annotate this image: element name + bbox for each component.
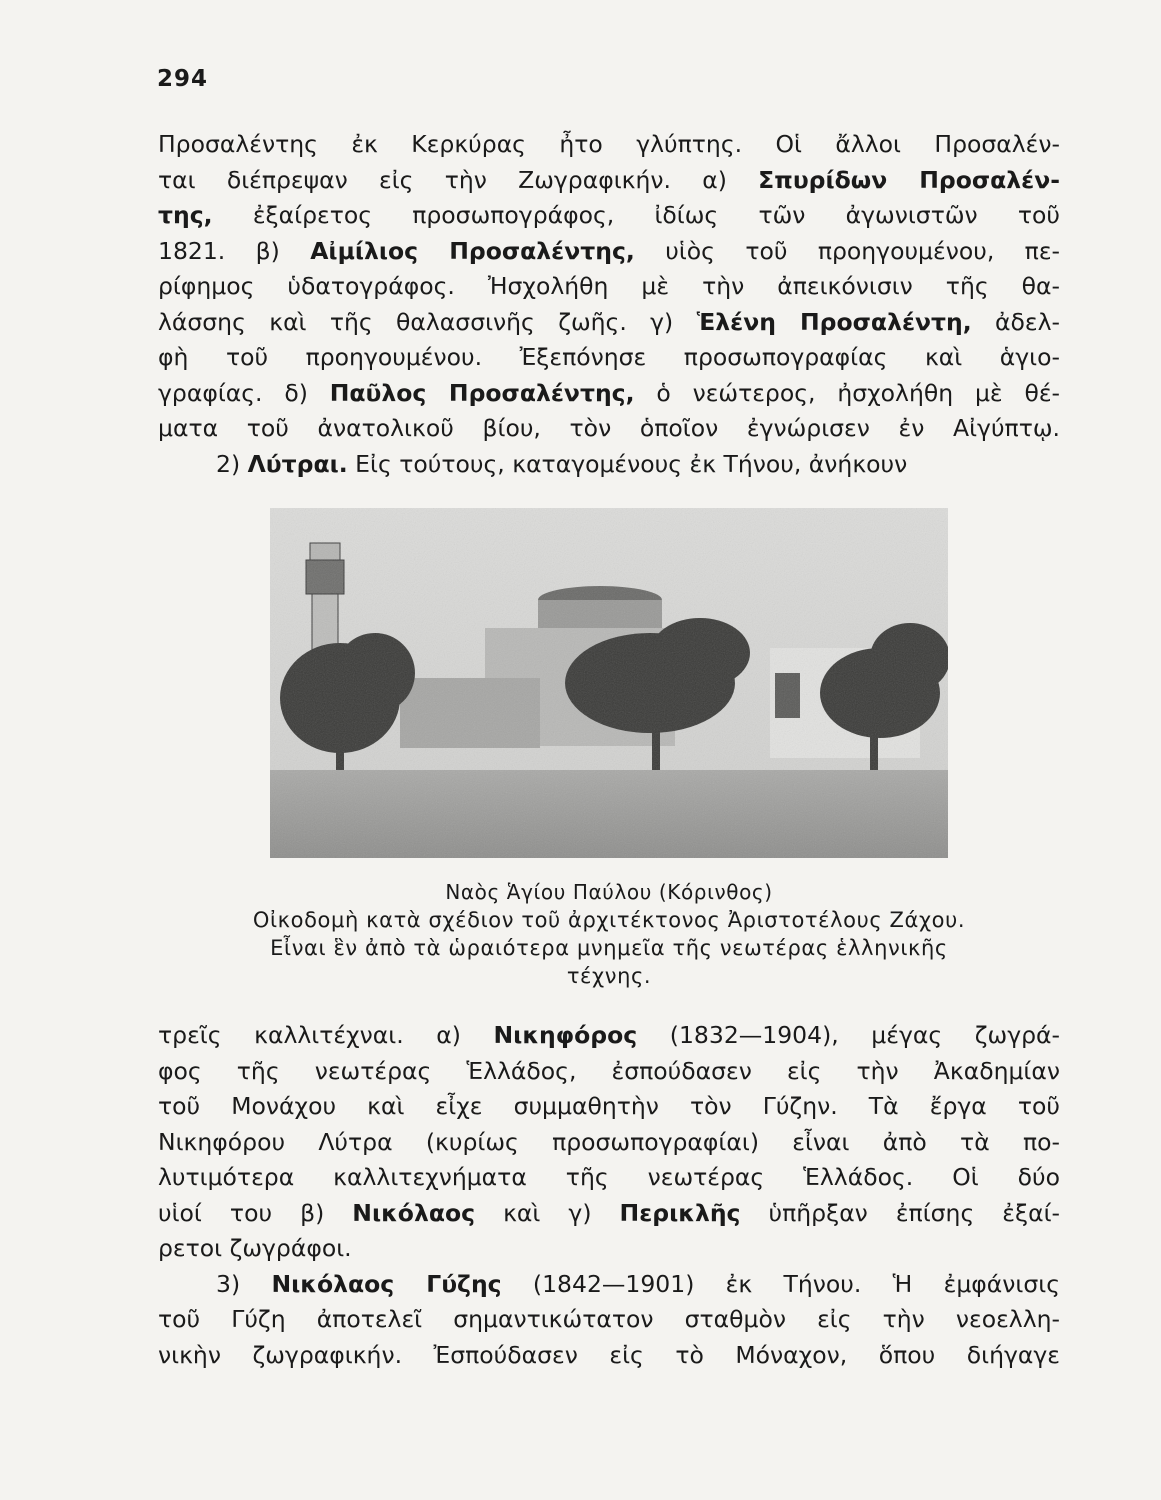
top-paragraph (158, 127, 1060, 482)
text-line (158, 1054, 1060, 1090)
text-run: ὑπῆρξαν ἐπίσης ἐξαί- (740, 1198, 1060, 1227)
text-line (158, 1302, 1060, 1338)
text-line (158, 234, 1060, 270)
caption-line: Οἰκοδομὴ κατὰ σχέδιον τοῦ ἀρχιτέκτονος Ἀριστοτέλους Ζάχου. (252, 908, 966, 932)
text-run: ἐξαίρετος προσωπογράφος, ἰδίως τῶν ἀγωνιστῶν τοῦ (212, 201, 1060, 229)
text-run: (1832—1904), μέγας ζωγρά- (637, 1021, 1060, 1049)
bold-name: Λύτραι. (247, 449, 348, 478)
text-run: υἱὸς τοῦ προηγουμένου, πε- (634, 236, 1060, 265)
text-line (158, 376, 1060, 412)
text-run: τρεῖς καλλιτέχναι. α) (158, 1021, 494, 1049)
bold-name: Νικόλαος Γύζης (271, 1269, 502, 1298)
text-run: τοῦ Γύζη ἀποτελεῖ σημαντικώτατον σταθμὸν εἰς τὴν νεοελλη- (158, 1305, 1060, 1333)
bold-name: Αἰμίλιος Προσαλέντης, (310, 236, 635, 265)
text-run: λυτιμότερα καλλιτεχνήματα τῆς νεωτέρας Ἑλλάδος. Οἱ δύο (158, 1163, 1060, 1191)
text-line (158, 1196, 1060, 1232)
text-line (158, 1125, 1060, 1161)
text-run: (1842—1901) ἐκ Τήνου. Ἡ ἐμφάνισις (501, 1269, 1060, 1298)
text-run: Νικηφόρου Λύτρα (κυρίως προσωπογραφίαι) εἶναι ἀπὸ τὰ πο- (158, 1127, 1060, 1156)
bold-name: Περικλῆς (619, 1198, 741, 1227)
figure-caption (158, 878, 1060, 990)
text-run: Προσαλέντης ἐκ Κερκύρας ἦτο γλύπτης. Οἱ ἄλλοι Προσαλέν- (158, 130, 1060, 158)
text-run: ὁ νεώτερος, ἠσχολήθη μὲ θέ- (634, 378, 1060, 407)
text-line (158, 127, 1060, 163)
text-line (158, 198, 1060, 234)
bottom-paragraph (158, 1018, 1060, 1373)
text-run: Εἰς τούτους, καταγομένους ἐκ Τήνου, ἀνήκουν (347, 449, 908, 478)
text-line (158, 269, 1060, 305)
bold-name: Παῦλος Προσαλέντης, (329, 378, 635, 407)
bold-name: Ἑλένη Προσαλέντη, (696, 307, 972, 336)
text-line (158, 1231, 1060, 1267)
text-run: νικὴν ζωγραφικήν. Ἐσπούδασεν εἰς τὸ Μόναχον, ὅπου διήγαγε (158, 1340, 1060, 1369)
text-run: υἱοί του β) (158, 1198, 353, 1227)
text-line (158, 340, 1060, 376)
text-line (158, 1018, 1060, 1054)
text-line (158, 305, 1060, 341)
text-run: φος τῆς νεωτέρας Ἑλλάδος, ἐσπούδασεν εἰς τὴν Ἀκαδημίαν (158, 1056, 1060, 1085)
bold-name: Σπυρίδων Προσαλέν- (758, 165, 1060, 194)
text-run: γραφίας. δ) (158, 378, 330, 407)
bold-name: Νικηφόρος (493, 1021, 638, 1049)
text-line (158, 163, 1060, 199)
caption-title: Ναὸς Ἁγίου Παύλου (Κόρινθος) (445, 880, 773, 904)
text-line (158, 411, 1060, 447)
text-run: 3) (216, 1269, 272, 1298)
text-line (158, 1338, 1060, 1374)
text-run: λάσσης καὶ τῆς θαλασσινῆς ζωῆς. γ) (158, 307, 697, 336)
text-line (158, 1089, 1060, 1125)
bold-name: Νικόλαος (352, 1198, 476, 1227)
text-run: ἀδελ- (971, 307, 1060, 336)
text-run: ρετοι ζωγράφοι. (158, 1234, 352, 1262)
text-run: καὶ γ) (475, 1198, 620, 1227)
text-run: φὴ τοῦ προηγουμένου. Ἐξεπόνησε προσωπογραφίας καὶ ἁγιο- (158, 343, 1060, 371)
text-run: ρίφημος ὑδατογράφος. Ἠσχολήθη μὲ τὴν ἀπεικόνισιν τῆς θα- (158, 272, 1060, 300)
text-run: ματα τοῦ ἀνατολικοῦ βίου, τὸν ὁποῖον ἐγνώρισεν ἐν Αἰγύπτῳ. (158, 414, 1060, 442)
text-run: ται διέπρεψαν εἰς τὴν Ζωγραφικήν. α) (158, 165, 759, 194)
text-run: 2) (216, 449, 248, 478)
page-number: 294 (157, 66, 209, 92)
text-run: 1821. β) (158, 236, 311, 265)
text-run: τοῦ Μονάχου καὶ εἶχε συμμαθητὴν τὸν Γύζην. Τὰ ἔργα τοῦ (158, 1092, 1060, 1120)
text-line (158, 1160, 1060, 1196)
caption-line: τέχνης. (566, 964, 652, 988)
text-line (158, 1267, 1060, 1303)
bold-name: της, (158, 201, 213, 229)
text-line (158, 447, 1060, 483)
church-photo (270, 508, 948, 858)
caption-line: Εἶναι ἓν ἀπὸ τὰ ὡραιότερα μνημεῖα τῆς νεωτέρας ἑλληνικῆς (270, 936, 948, 960)
